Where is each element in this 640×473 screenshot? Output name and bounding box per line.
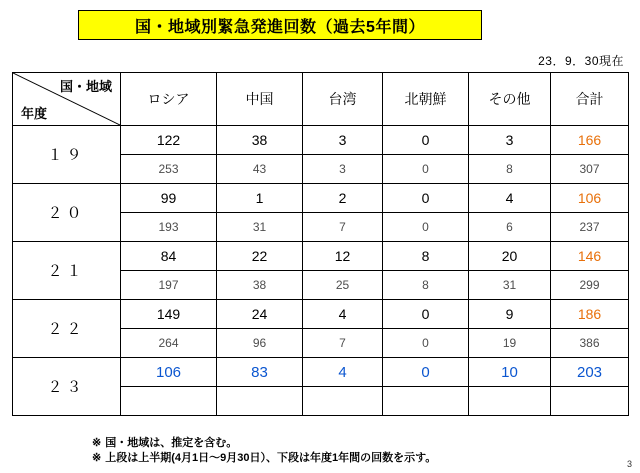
cell-22-china-lower: 96 — [217, 329, 303, 358]
cell-19-total-upper: 166 — [551, 126, 629, 155]
cell-23-taiwan-upper: 4 — [303, 358, 383, 387]
cell-20-north-korea-upper: 0 — [383, 184, 469, 213]
cell-22-russia-lower: 264 — [121, 329, 217, 358]
column-header-north-korea: 北朝鮮 — [383, 73, 469, 126]
footnote-text: 国・地域は、推定を含む。 — [105, 437, 238, 449]
as-of-date: 23．9．30現在 — [538, 54, 624, 68]
cell-19-other-lower: 8 — [469, 155, 551, 184]
cell-21-total-upper: 146 — [551, 242, 629, 271]
table-row — [13, 300, 629, 329]
cell-20-russia-upper: 99 — [121, 184, 217, 213]
cell-21-other-lower: 31 — [469, 271, 551, 300]
column-header-taiwan: 台湾 — [303, 73, 383, 126]
cell-23-china-lower — [217, 387, 303, 416]
cell-19-russia-lower: 253 — [121, 155, 217, 184]
cell-21-north-korea-lower: 8 — [383, 271, 469, 300]
cell-23-other-upper: 10 — [469, 358, 551, 387]
footnote-text: 上段は上半期(4月1日～9月30日）、下段は年度1年間の回数を示す。 — [105, 452, 437, 464]
cell-22-other-lower: 19 — [469, 329, 551, 358]
cell-19-north-korea-upper: 0 — [383, 126, 469, 155]
corner-column-label: 国・地域 — [59, 79, 112, 94]
cell-20-china-lower: 31 — [217, 213, 303, 242]
title-banner — [78, 10, 482, 40]
cell-20-total-lower: 237 — [551, 213, 629, 242]
table-header-row — [13, 73, 629, 126]
column-header-total: 合計 — [551, 73, 629, 126]
corner-header-cell — [13, 73, 121, 126]
row-year-19: １９ — [13, 126, 121, 184]
cell-21-china-lower: 38 — [217, 271, 303, 300]
cell-22-total-upper: 186 — [551, 300, 629, 329]
column-header-china: 中国 — [217, 73, 303, 126]
table-row — [13, 358, 629, 387]
cell-20-other-lower: 6 — [469, 213, 551, 242]
cell-21-north-korea-upper: 8 — [383, 242, 469, 271]
table-row — [13, 184, 629, 213]
cell-20-total-upper: 106 — [551, 184, 629, 213]
cell-19-taiwan-upper: 3 — [303, 126, 383, 155]
column-header-other: その他 — [469, 73, 551, 126]
footnote-item — [92, 451, 436, 466]
cell-19-china-lower: 43 — [217, 155, 303, 184]
cell-21-russia-lower: 197 — [121, 271, 217, 300]
cell-19-north-korea-lower: 0 — [383, 155, 469, 184]
cell-23-russia-upper: 106 — [121, 358, 217, 387]
cell-22-russia-upper: 149 — [121, 300, 217, 329]
cell-23-total-upper: 203 — [551, 358, 629, 387]
cell-21-other-upper: 20 — [469, 242, 551, 271]
cell-21-taiwan-upper: 12 — [303, 242, 383, 271]
cell-22-total-lower: 386 — [551, 329, 629, 358]
cell-22-other-upper: 9 — [469, 300, 551, 329]
scramble-count-table — [12, 72, 628, 416]
row-year-22: ２２ — [13, 300, 121, 358]
cell-22-north-korea-lower: 0 — [383, 329, 469, 358]
cell-22-north-korea-upper: 0 — [383, 300, 469, 329]
footnotes — [92, 436, 436, 466]
cell-23-total-lower — [551, 387, 629, 416]
row-year-20: ２０ — [13, 184, 121, 242]
cell-21-total-lower: 299 — [551, 271, 629, 300]
cell-21-russia-upper: 84 — [121, 242, 217, 271]
cell-22-taiwan-lower: 7 — [303, 329, 383, 358]
cell-19-china-upper: 38 — [217, 126, 303, 155]
footnote-marker-icon: ※ — [92, 437, 102, 449]
row-year-23: ２３ — [13, 358, 121, 416]
cell-23-other-lower — [469, 387, 551, 416]
cell-19-taiwan-lower: 3 — [303, 155, 383, 184]
cell-23-russia-lower — [121, 387, 217, 416]
cell-20-russia-lower: 193 — [121, 213, 217, 242]
corner-row-label: 年度 — [21, 106, 48, 121]
cell-23-north-korea-upper: 0 — [383, 358, 469, 387]
cell-21-china-upper: 22 — [217, 242, 303, 271]
table-row — [13, 126, 629, 155]
table-row — [13, 242, 629, 271]
cell-20-taiwan-lower: 7 — [303, 213, 383, 242]
cell-19-russia-upper: 122 — [121, 126, 217, 155]
cell-21-taiwan-lower: 25 — [303, 271, 383, 300]
page-number: 3 — [626, 459, 632, 469]
footnote-item — [92, 436, 436, 451]
cell-23-china-upper: 83 — [217, 358, 303, 387]
cell-22-taiwan-upper: 4 — [303, 300, 383, 329]
footnote-marker-icon: ※ — [92, 452, 102, 464]
cell-22-china-upper: 24 — [217, 300, 303, 329]
page-title: 国・地域別緊急発進回数（過去5年間） — [78, 10, 482, 40]
column-header-russia: ロシア — [121, 73, 217, 126]
cell-23-north-korea-lower — [383, 387, 469, 416]
cell-23-taiwan-lower — [303, 387, 383, 416]
cell-20-taiwan-upper: 2 — [303, 184, 383, 213]
cell-19-total-lower: 307 — [551, 155, 629, 184]
cell-20-other-upper: 4 — [469, 184, 551, 213]
cell-20-china-upper: 1 — [217, 184, 303, 213]
cell-20-north-korea-lower: 0 — [383, 213, 469, 242]
cell-19-other-upper: 3 — [469, 126, 551, 155]
row-year-21: ２１ — [13, 242, 121, 300]
